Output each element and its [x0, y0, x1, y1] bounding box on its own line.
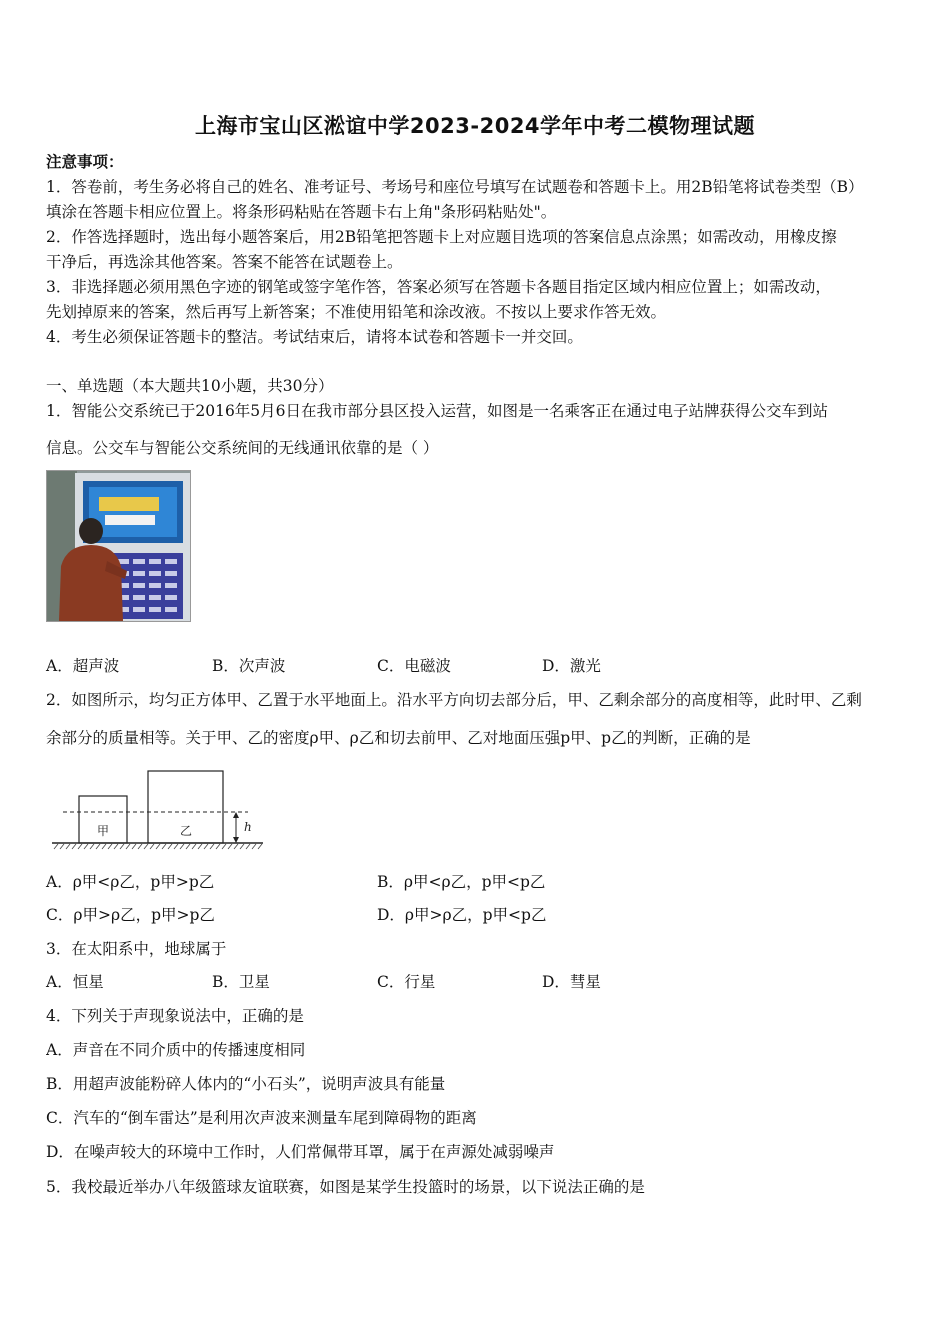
- question-2-text: 余部分的质量相等。关于甲、乙的密度ρ甲、ρ乙和切去前甲、乙对地面压强p甲、p乙的判断，正确的是: [46, 729, 751, 747]
- notice-line: 2．作答选择题时，选出每小题答案后，用2B铅笔把答题卡上对应题目选项的答案信息点涂黑；如需改动，用橡皮擦: [46, 228, 837, 246]
- question-5-text: 5．我校最近举办八年级篮球友谊联赛，如图是某学生投篮时的场景，以下说法正确的是: [46, 1178, 645, 1196]
- cubes-diagram: [48, 765, 268, 855]
- option-c: C．电磁波: [377, 657, 451, 675]
- option-b: B．次声波: [212, 657, 286, 675]
- bus-stop-photo: [46, 470, 191, 622]
- option-d: D．彗星: [542, 973, 601, 991]
- option-c: C．行星: [377, 973, 436, 991]
- option-b: B．卫星: [212, 973, 270, 991]
- cube-b-label: 乙: [179, 824, 193, 838]
- notice-line: 先划掉原来的答案，然后再写上新答案；不准使用铅笔和涂改液。不按以上要求作答无效。: [46, 303, 667, 321]
- height-label: h: [244, 820, 252, 834]
- option-d: D．ρ甲>ρ乙，p甲<p乙: [377, 906, 547, 924]
- question-2-text: 2．如图所示，均匀正方体甲、乙置于水平地面上。沿水平方向切去部分后，甲、乙剩余部分的高度相等，此时甲、乙剩: [46, 691, 862, 709]
- notice-line: 填涂在答题卡相应位置上。将条形码粘贴在答题卡右上角"条形码粘贴处"。: [46, 203, 557, 221]
- option-a: A．恒星: [46, 973, 104, 991]
- option-a: A．ρ甲<ρ乙，p甲>p乙: [46, 873, 215, 891]
- option-a: A．声音在不同介质中的传播速度相同: [46, 1041, 306, 1059]
- question-4-text: 4．下列关于声现象说法中，正确的是: [46, 1007, 304, 1025]
- notice-heading: 注意事项：: [46, 152, 124, 171]
- notice-line: 3．非选择题必须用黑色字迹的钢笔或签字笔作答，答案必须写在答题卡各题目指定区域内相应位置上；如需改动，: [46, 278, 831, 296]
- question-1-text: 信息。公交车与智能公交系统间的无线通讯依靠的是（ ）: [46, 439, 439, 457]
- option-d: D．激光: [542, 657, 601, 675]
- option-c: C．汽车的“倒车雷达”是利用次声波来测量车尾到障碍物的距离: [46, 1109, 477, 1127]
- option-d: D．在噪声较大的环境中工作时，人们常佩带耳罩，属于在声源处减弱噪声: [46, 1143, 555, 1161]
- section-heading: 一、单选题（本大题共10小题，共30分）: [46, 377, 334, 395]
- page-title: 上海市宝山区淞谊中学2023-2024学年中考二模物理试题: [194, 114, 756, 138]
- cube-a-label: 甲: [96, 824, 110, 838]
- notice-line: 4．考生必须保证答题卡的整洁。考试结束后，请将本试卷和答题卡一并交回。: [46, 328, 583, 346]
- option-b: B．用超声波能粉碎人体内的“小石头”，说明声波具有能量: [46, 1075, 446, 1093]
- question-1-text: 1．智能公交系统已于2016年5月6日在我市部分县区投入运营，如图是一名乘客正在通过电子站牌获得公交车到站: [46, 402, 829, 420]
- question-3-text: 3．在太阳系中，地球属于: [46, 940, 227, 958]
- option-c: C．ρ甲>ρ乙，p甲>p乙: [46, 906, 215, 924]
- notice-line: 1．答卷前，考生务必将自己的姓名、准考证号、考场号和座位号填写在试题卷和答题卡上。用2B铅笔将试卷类型（B）: [46, 178, 864, 196]
- notice-line: 干净后，再选涂其他答案。答案不能答在试题卷上。: [46, 253, 403, 271]
- option-a: A．超声波: [46, 657, 120, 675]
- option-b: B．ρ甲<ρ乙，p甲<p乙: [377, 873, 546, 891]
